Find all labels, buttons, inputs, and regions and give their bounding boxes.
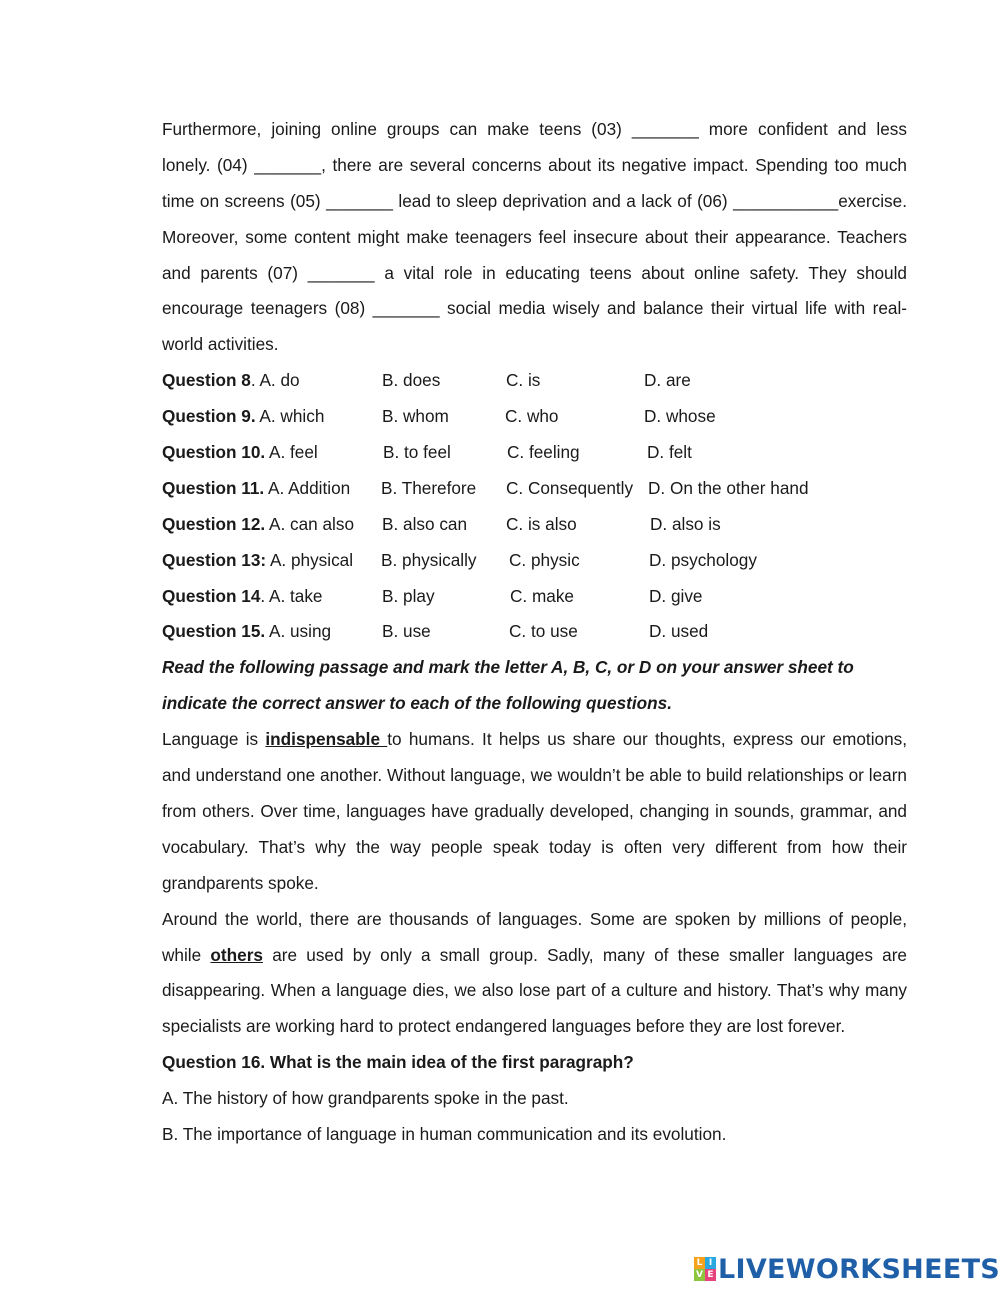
passage-paragraph-2 (162, 902, 907, 1046)
option-d[interactable]: D. On the other hand (648, 477, 809, 498)
passage-cloze (162, 112, 907, 363)
question-row (162, 579, 907, 615)
passage-line: and parents (07) _______ a vital role in educating teens about online safety. They should (162, 262, 907, 283)
option-a[interactable]: A. The history of how grandparents spoke in the past. (162, 1088, 569, 1109)
question-row (162, 471, 907, 507)
option-b[interactable]: B. also can (382, 513, 468, 534)
question-label: Question 14 (162, 585, 261, 606)
instruction-line: Read the following passage and mark the letter A, B, C, or D on your answer sheet to (162, 657, 854, 678)
option-a[interactable]: A. which (259, 406, 325, 427)
option-c[interactable]: C. is also (506, 513, 577, 534)
option-a[interactable]: A. using (268, 621, 332, 642)
option-a[interactable]: A. feel (268, 442, 318, 463)
option-a[interactable]: A. take (268, 585, 323, 606)
liveworksheets-logo (694, 1254, 1000, 1284)
option-b[interactable]: B. to feel (383, 442, 451, 463)
option-b[interactable]: B. play (382, 585, 435, 606)
underlined-keyword: others (210, 944, 263, 965)
logo-mark-icon (694, 1257, 716, 1281)
question-label: Question 11. (162, 477, 265, 498)
question-row (162, 435, 907, 471)
option-b[interactable]: B. The importance of language in human communication and its evolution. (162, 1124, 727, 1145)
question-row (162, 363, 907, 399)
option-c[interactable]: C. make (510, 585, 574, 606)
question-prompt: Question 16. What is the main idea of the first paragraph? (162, 1052, 634, 1073)
option-b[interactable]: B. Therefore (381, 477, 477, 498)
option-d[interactable]: D. are (644, 370, 691, 391)
passage-paragraph-1 (162, 722, 907, 902)
underlined-keyword: indispensable (265, 729, 388, 750)
option-d[interactable]: D. whose (644, 406, 716, 427)
question-label: Question 13: (162, 549, 267, 570)
question-list (162, 363, 907, 650)
passage-line: lonely. (04) _______, there are several concerns about its negative impact. Spending too much (162, 154, 907, 175)
option-d[interactable]: D. used (649, 621, 709, 642)
paragraph-text: Around the world, there are thousands of languages. Some are spoken by millions of people, while (162, 908, 907, 965)
option-a[interactable]: A. Addition (268, 477, 351, 498)
logo-mark-letter: E (705, 1269, 716, 1281)
logo-mark-letter: I (705, 1257, 716, 1269)
option-c[interactable]: C. is (506, 370, 541, 391)
question-row (162, 399, 907, 435)
option-a[interactable]: A. can also (268, 513, 355, 534)
passage-line: Furthermore, joining online groups can make teens (03) _______ more confident and less (162, 119, 907, 139)
question-row (162, 507, 907, 543)
question-separator: . (260, 585, 269, 606)
option-c[interactable]: C. to use (509, 621, 578, 642)
passage-line: encourage teenagers (08) _______ social media wisely and balance their virtual life with real- (162, 298, 907, 319)
question-row (162, 614, 907, 650)
question-label: Question 15. (162, 621, 266, 642)
option-d[interactable]: D. felt (647, 442, 692, 463)
option-a[interactable]: A. physical (269, 549, 354, 570)
option-c[interactable]: C. physic (509, 549, 580, 570)
question-separator: . (250, 370, 260, 391)
option-c[interactable]: C. who (505, 406, 559, 427)
option-b[interactable]: B. whom (382, 406, 449, 427)
paragraph-text: are used by only a small group. Sadly, many of these smaller languages are disappearing. When a language dies, we also lose part of a culture and history. That’s why many specialists are working hard to protect endangered languages before they are lost forever. (162, 944, 907, 1037)
reading-passage (162, 722, 907, 1045)
passage-line: Moreover, some content might make teenagers feel insecure about their appearance. Teachers (162, 226, 907, 247)
option-b[interactable]: B. physically (381, 549, 477, 570)
question-label: Question 9. (162, 406, 256, 427)
instruction-line: indicate the correct answer to each of the following questions. (162, 693, 672, 714)
option-b[interactable]: B. does (382, 370, 441, 391)
question-label: Question 12. (162, 513, 266, 534)
option-d[interactable]: D. also is (650, 513, 721, 534)
logo-mark-letter: V (694, 1269, 705, 1281)
worksheet-page (162, 112, 907, 1153)
option-c[interactable]: C. Consequently (506, 477, 634, 498)
option-c[interactable]: C. feeling (507, 442, 580, 463)
question-row (162, 543, 907, 579)
paragraph-text: to humans. It helps us share our thoughts, express our emotions, and understand one another. Without language, we wouldn’t be able to build relationships or learn from others. Over time, languages have gradually developed, changing in sounds, grammar, and vocabulary. That’s why the way people speak today is often very different from how their grandparents spoke. (162, 729, 908, 893)
option-b[interactable]: B. use (382, 621, 431, 642)
option-d[interactable]: D. psychology (649, 549, 757, 570)
option-d[interactable]: D. give (649, 585, 703, 606)
question-label: Question 10. (162, 442, 266, 463)
passage-line: time on screens (05) _______ lead to sleep deprivation and a lack of (06) ___________exercise. (162, 190, 907, 211)
logo-text: LIVEWORKSHEETS (718, 1253, 1000, 1285)
passage-line: world activities. (162, 334, 279, 355)
question-16 (162, 1045, 907, 1153)
question-label: Question 8 (162, 370, 251, 391)
instructions (162, 650, 907, 722)
option-a[interactable]: A. do (259, 370, 300, 391)
paragraph-text: Language is (162, 729, 266, 750)
logo-mark-letter: L (694, 1257, 705, 1269)
